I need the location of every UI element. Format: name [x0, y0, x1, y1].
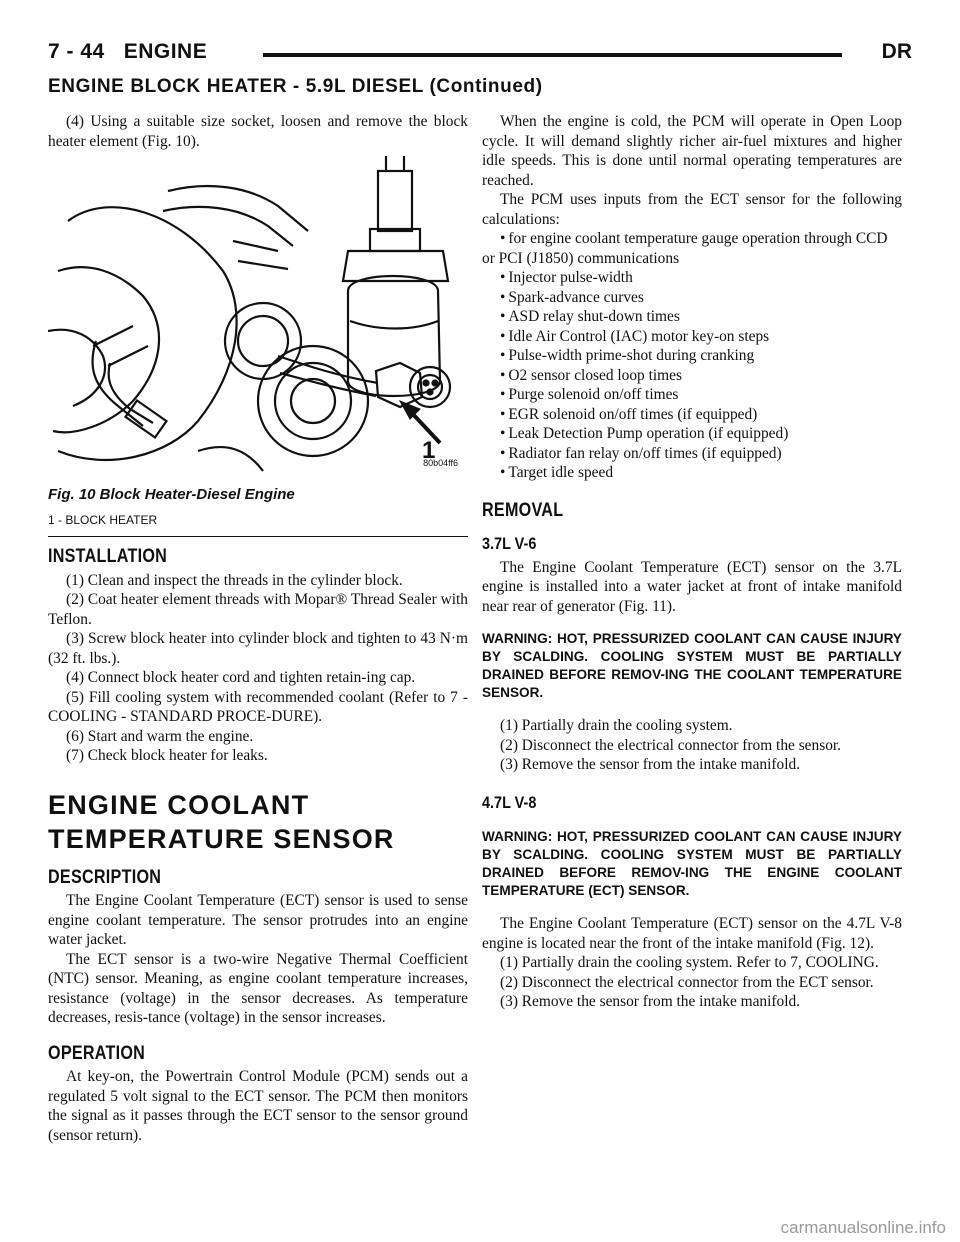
figure-title: Fig. 10 Block Heater-Diesel Engine — [48, 486, 295, 503]
description-para: The ECT sensor is a two-wire Negative Thermal Coefficient (NTC) sensor. Meaning, as engine coolant temperature increases, resistance (voltage) in the sensor decreases. As temperature decreases, resis-tance (voltage) in the sensor increases. — [48, 950, 468, 1026]
warning-v6: WARNING: HOT, PRESSURIZED COOLANT CAN CAUSE INJURY BY SCALDING. COOLING SYSTEM MUST BE PARTIALLY DRAINED BEFORE REMOV-ING THE COOLANT TEMPERATURE SENSOR. — [482, 631, 902, 700]
installation-steps — [48, 571, 468, 766]
callout-1-label: 1 — [422, 437, 436, 464]
removal-step-4: (4) Using a suitable size socket, loosen and remove the block heater element (Fig. 10). — [48, 113, 468, 150]
v8-step: (3) Remove the sensor from the intake manifold. — [500, 993, 801, 1010]
operation-heading: OPERATION — [48, 1042, 146, 1064]
ect-inputs-para: The PCM uses inputs from the ECT sensor for the following calculations: — [482, 191, 902, 228]
model-code: DR — [881, 40, 912, 63]
installation-heading: INSTALLATION — [48, 546, 168, 567]
description-heading: DESCRIPTION — [48, 866, 162, 888]
installation-step: (6) Start and warm the engine. — [66, 727, 254, 745]
figure-legend: 1 - BLOCK HEATER — [48, 512, 158, 527]
section-continued-title: ENGINE BLOCK HEATER - 5.9L DIESEL (Continued) — [48, 76, 543, 97]
installation-step: (7) Check block heater for leaks. — [66, 747, 268, 764]
v6-heading: 3.7L V-6 — [482, 534, 537, 553]
list-item: • Purge solenoid on/off times — [482, 385, 902, 405]
list-item: • EGR solenoid on/off times (if equipped) — [482, 405, 902, 425]
v6-para: The Engine Coolant Temperature (ECT) sensor on the 3.7L engine is installed into a water jacket at front of intake manifold near rear of generator (Fig. 11). — [482, 558, 902, 615]
v8-step: (2) Disconnect the electrical connector from the ECT sensor. — [500, 973, 874, 991]
list-item: • Radiator fan relay on/off times (if equipped) — [482, 444, 902, 464]
list-item: • Pulse-width prime-shot during cranking — [482, 346, 902, 366]
page-header — [48, 40, 912, 70]
figure-10 — [48, 151, 468, 481]
removal-heading: REMOVAL — [482, 499, 564, 521]
figure-rule — [48, 536, 468, 537]
list-item: • Target idle speed — [482, 463, 902, 483]
list-item: • ASD relay shut-down times — [482, 307, 902, 327]
open-loop-para: When the engine is cold, the PCM will operate in Open Loop cycle. It will demand slightly richer air-fuel mixtures and higher idle speeds. This is done until normal operating temperatures are reached. — [482, 113, 902, 189]
list-item: • Leak Detection Pump operation (if equipped) — [482, 424, 902, 444]
v6-step: (2) Disconnect the electrical connector from the sensor. — [500, 736, 842, 754]
list-item: • O2 sensor closed loop times — [482, 366, 902, 386]
v8-step: (1) Partially drain the cooling system. Refer to 7, COOLING. — [500, 954, 879, 971]
installation-step: (2) Coat heater element threads with Mopar® Thread Sealer with Teflon. — [48, 591, 468, 628]
section-title-line-2: TEMPERATURE SENSOR — [48, 823, 395, 854]
installation-step: (4) Connect block heater cord and tighten retain-ing cap. — [66, 669, 416, 686]
operation-para: At key-on, the Powertrain Control Module (PCM) sends out a regulated 5 volt signal to the ECT sensor. The PCM then monitors the signal as it passes through the ECT sensor to the sensor ground (sensor return). — [48, 1068, 468, 1144]
description-para: The Engine Coolant Temperature (ECT) sensor is used to sense engine coolant temperature. The sensor protrudes into an engine water jacket. — [48, 892, 468, 948]
v6-step: (1) Partially drain the cooling system. — [500, 717, 733, 734]
section-title-line-1: ENGINE COOLANT — [48, 789, 310, 820]
installation-step: (1) Clean and inspect the threads in the cylinder block. — [66, 571, 403, 589]
v8-heading: 4.7L V-8 — [482, 792, 537, 812]
installation-step: (5) Fill cooling system with recommended coolant (Refer to 7 - COOLING - STANDARD PROCE-DURE). — [48, 688, 468, 725]
right-column — [482, 112, 902, 1012]
list-item: • Injector pulse-width — [482, 268, 902, 288]
pcm-calculation-list — [482, 229, 902, 483]
left-column — [48, 112, 468, 1145]
installation-step: (3) Screw block heater into cylinder block and tighten to 43 N·m (32 ft. lbs.). — [48, 630, 468, 667]
list-item: • Spark-advance curves — [482, 288, 902, 308]
block-heater-illustration — [48, 151, 468, 481]
header-rule — [263, 53, 842, 57]
list-item: • Idle Air Control (IAC) motor key-on steps — [482, 327, 902, 347]
v8-para: The Engine Coolant Temperature (ECT) sensor on the 4.7L V-8 engine is located near the front of the intake manifold (Fig. 12). — [482, 915, 902, 952]
section-title — [48, 788, 468, 856]
list-item: • for engine coolant temperature gauge operation through CCD or PCI (J1850) communications — [482, 229, 902, 268]
v6-step: (3) Remove the sensor from the intake manifold. — [500, 756, 801, 773]
page-number-chapter: 7 - 44 ENGINE — [48, 40, 208, 63]
watermark: carmanualsonline.info — [780, 1218, 946, 1237]
figure-code: 80b04ff6 — [423, 458, 458, 468]
warning-v8: WARNING: HOT, PRESSURIZED COOLANT CAN CAUSE INJURY BY SCALDING. COOLING SYSTEM MUST BE PARTIALLY DRAINED BEFORE REMOV-ING THE ENGINE COOLANT TEMPERATURE (ECT) SENSOR. — [482, 829, 902, 898]
